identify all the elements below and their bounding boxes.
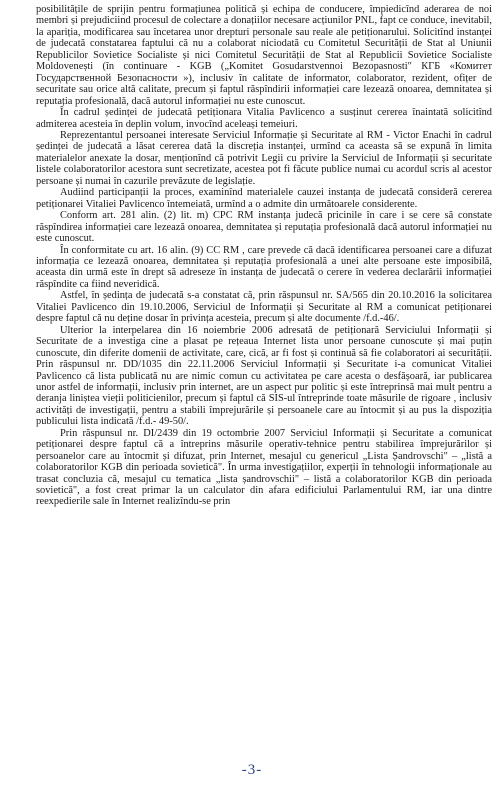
paragraph-8: Ulterior la interpelarea din 16 noiembrie 2006 adresată de petiționară Serviciului Informații și Securitate de a investiga cine a plasat pe rețeaua Internet lista unor persoane cunoscute și mai puțin cunoscute, din diferite domenii de activitate, care, cică, ar fi fost și continuă să fie colaboratori ai securității. Prin răspunsul nr. DD/1035 din 22.11.2006 Serviciul Informații și Securitate i-a comunicat Vitaliei Pavlicenco că lista publicată nu are nimic comun cu activitatea pe care acesta o desfășoară, iar publicarea unor astfel de informații, inclusiv prin internet, are un aspect pur politic și este întreprinsă mai mult pentru a deranja liniștea vieții politicienilor, precum și faptul că SIS-ul întreprinde toate măsurile de rigoare , inclusiv activități de investigații, pentru a stabili împrejurările și persoanele care au întocmit și au pus la dispoziția publicului lista indicată /f.d.- 49-50/. — [36, 324, 492, 428]
paragraph-4: Audiind participanții la proces, examinînd materialele cauzei instanța de judecată consideră cererea petiționarei Vitaliei Pavlicenco întemeiată, urmînd a o admite din următoarele considerente. — [36, 187, 492, 210]
paragraph-5: Conform art. 281 alin. (2) lit. m) CPC RM instanța judecă pricinile în care i se cere să constate răspîndirea informației care lezează onoarea, demnitatea și reputația profesională dacă autorul informației nu este cunoscut. — [36, 210, 492, 245]
paragraph-1: posibilitățile de sprijin pentru formațiunea politică și echipa de conducere, împiedicînd aderarea de noi membri și prejudiciind procesul de colectare a donațiilor necesare acțiunilor PNL, fapt ce conduce, inevitabil, la apariția, modificarea sau încetarea unor drepturi personale sau reale ale petiționarului. Solicitînd instanței de judecată constatarea faptului că nu a colaborat niciodată cu Comitetul Securității de Stat al Uniunii Republicilor Sovietice Socialiste și nici Comitetul Securității de Stat al Republicii Sovietice Socialiste Moldovenești (în continuare - KGB („Komitet Gosudarstvennoi Bezopasnosti" КГБ «Комитет Государственной Безопасности »), inclusiv în calitate de informator, colaborator, rezident, ofițer de securitate sau orice altă calitate, precum și faptul răspîndirii informației care lezează onoarea, demnitatea și reputația profesională, dacă autorul informației nu este cunoscut. — [36, 4, 492, 107]
page-number: -3- — [241, 762, 263, 778]
document-page — [36, 4, 492, 508]
paragraph-7: Astfel, în ședința de judecată s-a constatat că, prin răspunsul nr. SA/565 din 20.10.2016 la solicitarea Vitaliei Pavlicenco din 19.10.2006, Serviciul de Informații și Securitate al RM a comunicat petiționarei despre faptul că nu deține dosar în privința acesteia, precum și alte documente /f.d.-46/. — [36, 290, 492, 325]
paragraph-3: Reprezentantul persoanei interesate Serviciul Informație și Securitate al RM - Victor Enachi în cadrul ședinței de judecată a lăsat cererea dată la discreția instanței, urmînd ca aceasta să se expună în limita materialelor anexate la dosar, menționînd că potrivit Legii cu privire la Serviciul de Informații și securitate listele colaboratorilor acestora sunt secretizate, acestea pot fi făcute publice numai cu acordul scris al acestor persoane și numai în cazurile prevăzute de legislație. — [36, 129, 492, 187]
paragraph-6: În conformitate cu art. 16 alin. (9) CC RM , care prevede că dacă identificarea persoanei care a difuzat informația ce lezează onoarea, demnitatea și reputația profesională a unei alte persoane este imposibilă, aceasta din urmă este în drept să adreseze în instanța de judecată o cerere în vederea declarării informației răspîndite ca fiind neveridică. — [36, 244, 492, 290]
paragraph-2: În cadrul ședinței de judecată petiționara Vitalia Pavlicenco a susținut cererea înaintată solicitînd admiterea acesteia în deplin volum, invocînd aceleași temeiuri. — [36, 107, 492, 130]
paragraph-9: Prin răspunsul nr. DI/2439 din 19 octombrie 2007 Serviciul Informații și Securitate a comunicat petiționarei despre faptul că a întreprins măsurile operativ-tehnice pentru stabilirea împrejurărilor și persoanelor care au întocmit și difuzat, prin Internet, mesajul cu genericul „Lista Șandrovschi" – „listă a colaboratorilor KGB din perioada sovietică". În urma investigațiilor, experții în tehnologii informaționale au trasat concluzia că, mesajul cu tematica „lista șandrovschii" – listă a colaboratorilor KGB din perioada sovietică", a fost creat primar la un calculator din afara edificiului Parlamentului RM, iar una dintre reexpedierile sale în Internet realizîndu-se prin — [36, 427, 492, 508]
